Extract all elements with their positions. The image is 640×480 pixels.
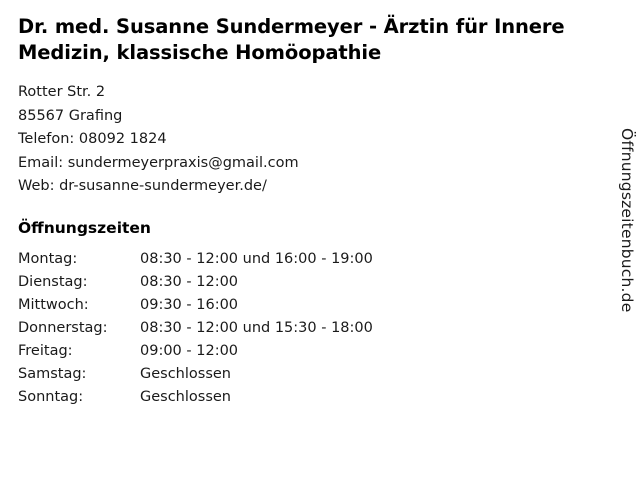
opening-hours-table [18, 251, 373, 412]
table-row [18, 297, 373, 320]
table-row [18, 320, 373, 343]
email-line: Email: sundermeyerpraxis@gmail.com [18, 154, 299, 171]
website-line: Web: dr-susanne-sundermeyer.de/ [18, 178, 267, 195]
table-row [18, 389, 373, 412]
watermark-label: Öffnungszeitenbuch.de [618, 128, 636, 313]
table-row [18, 343, 373, 366]
day-label: Freitag: [18, 342, 73, 359]
day-hours: 08:30 - 12:00 [140, 273, 239, 290]
day-label: Mittwoch: [18, 296, 89, 313]
day-label: Montag: [18, 250, 78, 267]
day-label: Dienstag: [18, 273, 88, 290]
table-row [18, 274, 373, 297]
table-row [18, 366, 373, 389]
page-title: Dr. med. Susanne Sundermeyer - Ärztin für Innere Medizin, klassische Homöopathie [18, 15, 565, 64]
day-hours: 08:30 - 12:00 und 16:00 - 19:00 [140, 250, 373, 267]
phone-line: Telefon: 08092 1824 [18, 131, 167, 148]
day-label: Samstag: [18, 365, 87, 382]
day-hours: 09:00 - 12:00 [140, 342, 239, 359]
day-hours: Geschlossen [140, 388, 231, 405]
opening-hours-heading: Öffnungszeiten [18, 218, 151, 237]
day-hours: 09:30 - 16:00 [140, 296, 239, 313]
table-row [18, 251, 373, 274]
day-label: Sonntag: [18, 388, 84, 405]
address-street: Rotter Str. 2 [18, 84, 106, 101]
day-hours: Geschlossen [140, 365, 231, 382]
address-city: 85567 Grafing [18, 107, 123, 124]
day-hours: 08:30 - 12:00 und 15:30 - 18:00 [140, 319, 373, 336]
contact-block [18, 81, 640, 198]
day-label: Donnerstag: [18, 319, 108, 336]
